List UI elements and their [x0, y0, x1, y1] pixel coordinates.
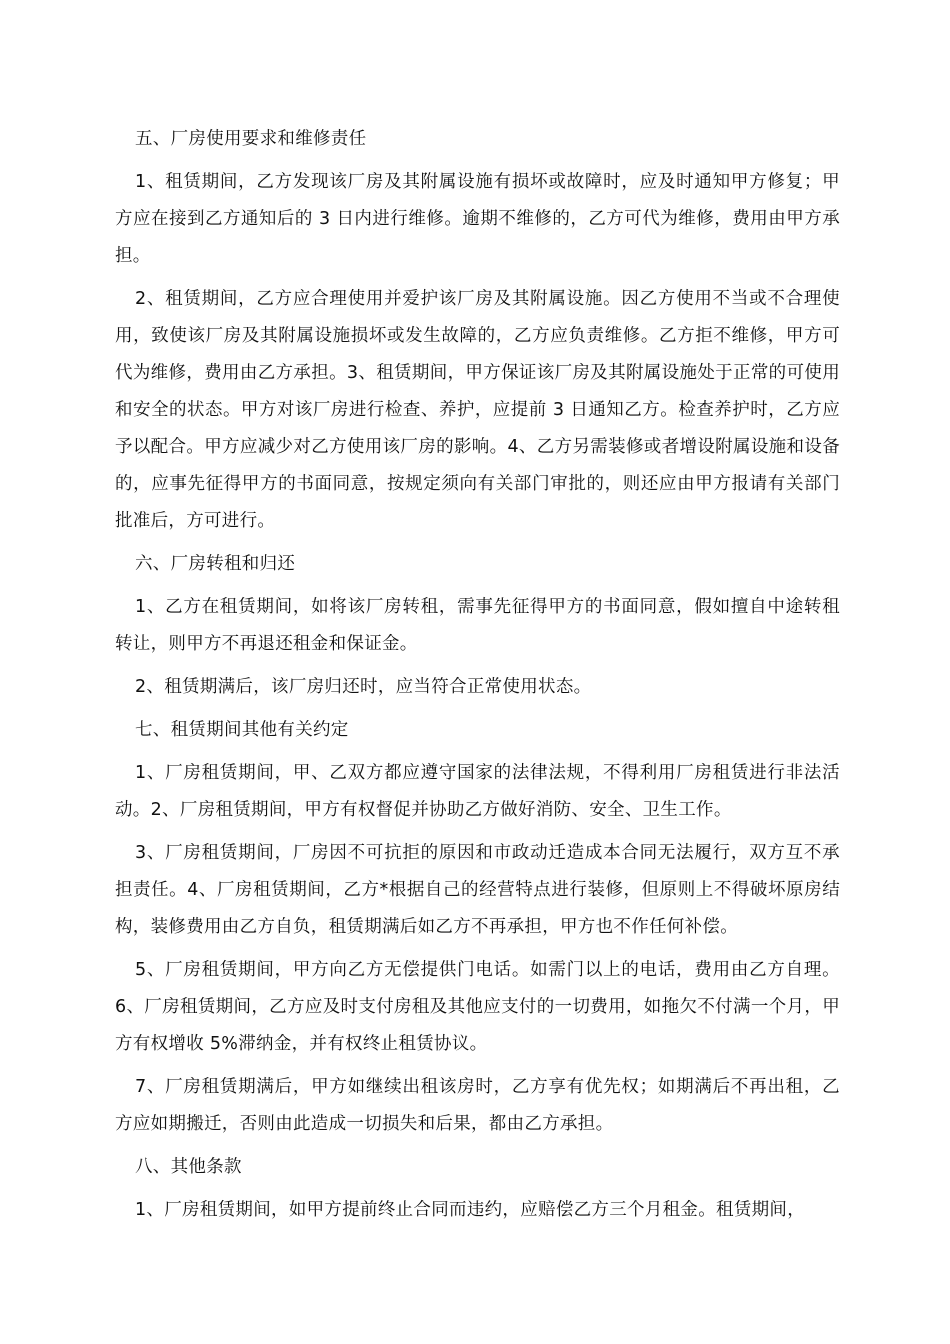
clause-7-7: 7、厂房租赁期满后，甲方如继续出租该房时，乙方享有优先权；如期满后不再出租，乙方应如期搬迁，否则由此造成一切损失和后果，都由乙方承担。 [115, 1077, 840, 1134]
clause-6-1: 1、乙方在租赁期间，如将该厂房转租，需事先征得甲方的书面同意，假如擅自中途转租转让，则甲方不再退还租金和保证金。 [115, 597, 840, 654]
clause-6-2: 2、租赁期满后，该厂房归还时，应当符合正常使用状态。 [135, 677, 592, 697]
document-page [115, 121, 840, 1235]
section-heading-5: 五、厂房使用要求和维修责任 [135, 129, 367, 149]
clause-5-2: 2、租赁期间，乙方应合理使用并爱护该厂房及其附属设施。因乙方使用不当或不合理使用，致使该厂房及其附属设施损坏或发生故障的，乙方应负责维修。乙方拒不维修，甲方可代为维修，费用由乙方承担。3、租赁期间，甲方保证该厂房及其附属设施处于正常的可使用和安全的状态。甲方对该厂房进行检查、养护，应提前 3 日通知乙方。检查养护时，乙方应予以配合。甲方应减少对乙方使用该厂房的影响。4、乙方另需装修或者增设附属设施和设备的，应事先征得甲方的书面同意，按规定须向有关部门审批的，则还应由甲方报请有关部门批准后，方可进行。 [115, 289, 840, 531]
clause-7-3: 3、厂房租赁期间，厂房因不可抗拒的原因和市政动迁造成本合同无法履行，双方互不承担责任。4、厂房租赁期间，乙方*根据自己的经营特点进行装修，但原则上不得破坏原房结构，装修费用由乙方自负，租赁期满后如乙方不再承担，甲方也不作任何补偿。 [115, 843, 840, 937]
clause-5-1: 1、租赁期间，乙方发现该厂房及其附属设施有损坏或故障时，应及时通知甲方修复；甲方应在接到乙方通知后的 3 日内进行维修。逾期不维修的，乙方可代为维修，费用由甲方承担。 [115, 172, 840, 266]
section-heading-8: 八、其他条款 [135, 1157, 242, 1177]
section-heading-7: 七、租赁期间其他有关约定 [135, 720, 349, 740]
clause-8-1: 1、厂房租赁期间，如甲方提前终止合同而违约，应赔偿乙方三个月租金。租赁期间， [135, 1200, 806, 1220]
clause-7-1: 1、厂房租赁期间，甲、乙双方都应遵守国家的法律法规，不得利用厂房租赁进行非法活动。2、厂房租赁期间，甲方有权督促并协助乙方做好消防、安全、卫生工作。 [115, 763, 840, 820]
clause-7-5: 5、厂房租赁期间，甲方向乙方无偿提供门电话。如需门以上的电话，费用由乙方自理。6、厂房租赁期间，乙方应及时支付房租及其他应支付的一切费用，如拖欠不付满一个月，甲方有权增收 5%滞纳金，并有权终止租赁协议。 [115, 960, 840, 1054]
section-heading-6: 六、厂房转租和归还 [135, 554, 296, 574]
